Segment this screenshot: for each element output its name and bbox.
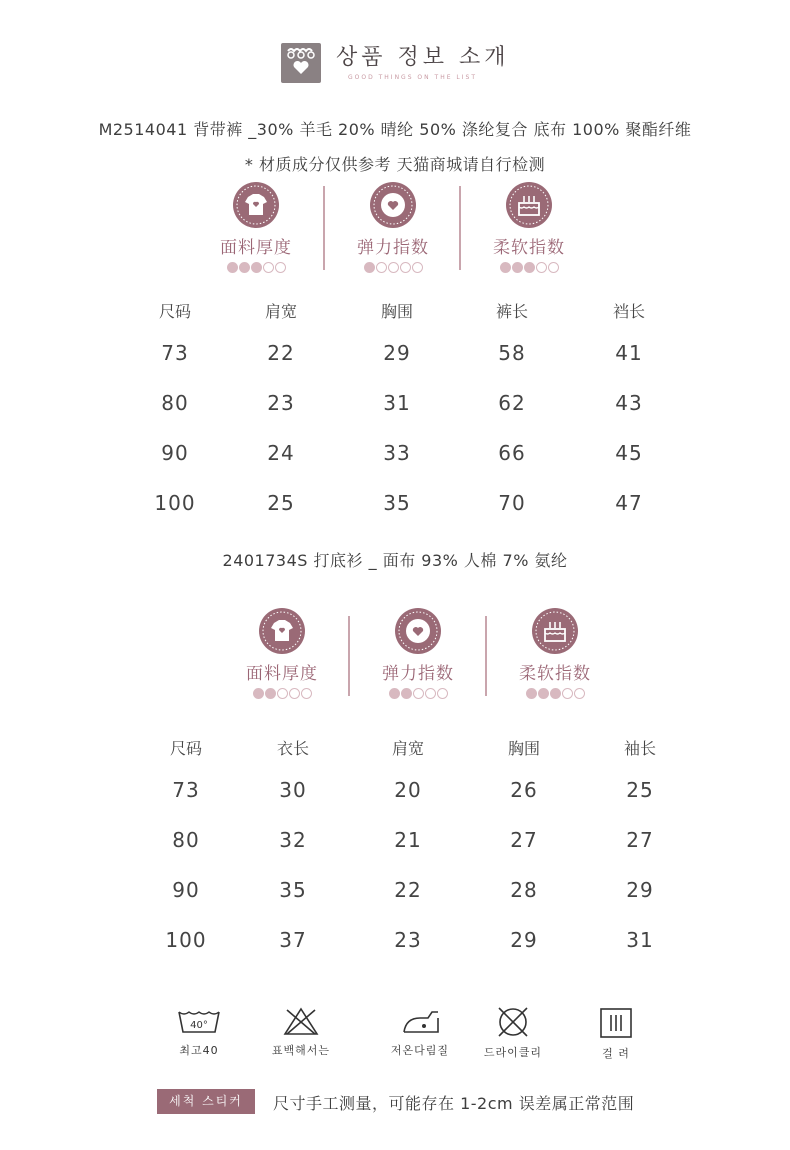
rating-label: 面料厚度 [220, 238, 292, 258]
table-header: 裤长 [495, 302, 528, 321]
rating-dot-filled [364, 262, 375, 273]
rating-label: 柔软指数 [493, 238, 565, 258]
divider [485, 616, 487, 696]
rating-dot-empty [263, 262, 274, 273]
rating-dot-filled [253, 688, 264, 699]
table-cell: 47 [615, 491, 643, 515]
rating-dots [222, 688, 342, 702]
table-header: 袖长 [623, 739, 656, 758]
rating-elasticity [333, 182, 453, 276]
table-cell: 22 [267, 341, 295, 365]
table-cell: 31 [626, 928, 654, 952]
tshirt-icon [233, 182, 279, 228]
table-cell: 20 [394, 778, 422, 802]
low-iron-icon [398, 1008, 442, 1036]
care-label: 최고40 [179, 1044, 219, 1057]
table-cell: 62 [498, 391, 526, 415]
table-cell: 29 [383, 341, 411, 365]
table-header: 胸围 [380, 302, 413, 321]
rating-dot-empty [301, 688, 312, 699]
table-cell: 43 [615, 391, 643, 415]
table-cell: 41 [615, 341, 643, 365]
rating-dot-filled [524, 262, 535, 273]
table-header: 肩宽 [391, 739, 424, 758]
page-title: 상품 정보 소개 [336, 45, 510, 70]
table-cell: 100 [165, 928, 207, 952]
table-cell: 73 [172, 778, 200, 802]
hang-dry-icon [596, 1007, 636, 1039]
rating-label: 弹力指数 [382, 664, 454, 684]
table-cell: 30 [279, 778, 307, 802]
rating-dot-empty [425, 688, 436, 699]
table-cell: 33 [383, 441, 411, 465]
table-header: 裆长 [612, 302, 645, 321]
table-cell: 29 [510, 928, 538, 952]
tshirt-icon [259, 608, 305, 654]
rating-dot-filled [526, 688, 537, 699]
table-header: 尺码 [158, 302, 191, 321]
no-bleach-icon [281, 1006, 321, 1036]
care-no-dry-clean [473, 1006, 553, 1060]
table-cell: 100 [154, 491, 196, 515]
rating-dot-empty [574, 688, 585, 699]
heart-flower-icon [395, 608, 441, 654]
measurement-note: 尺寸手工测量，可能存在 1-2cm 误差属正常范围 [273, 1094, 635, 1113]
cake-icon [506, 182, 552, 228]
table-cell: 23 [267, 391, 295, 415]
rating-dot-empty [388, 262, 399, 273]
rating-dot-empty [289, 688, 300, 699]
rating-dot-filled [512, 262, 523, 273]
rating-thickness [196, 182, 316, 276]
wash-temp: 40° [190, 1020, 208, 1031]
rating-thickness [222, 608, 342, 702]
table-header: 衣长 [276, 739, 309, 758]
product2-ratings [0, 608, 790, 708]
table-header: 尺码 [169, 739, 202, 758]
table-cell: 24 [267, 441, 295, 465]
rating-dot-filled [389, 688, 400, 699]
page-subtitle: GOOD THINGS ON THE LIST [348, 74, 478, 81]
table-cell: 37 [279, 928, 307, 952]
rating-dot-filled [401, 688, 412, 699]
rating-dots [196, 262, 316, 276]
rating-dot-empty [277, 688, 288, 699]
table-header: 胸围 [507, 739, 540, 758]
no-dry-clean-icon [493, 1006, 533, 1038]
rating-dot-filled [227, 262, 238, 273]
rating-dot-empty [400, 262, 411, 273]
heart-flower-icon [370, 182, 416, 228]
table-cell: 26 [510, 778, 538, 802]
table-cell: 66 [498, 441, 526, 465]
rating-dots [358, 688, 478, 702]
table-cell: 80 [172, 828, 200, 852]
rating-softness [495, 608, 615, 702]
rating-dots [495, 688, 615, 702]
rating-dot-empty [412, 262, 423, 273]
divider [348, 616, 350, 696]
product1-ratings [0, 182, 790, 282]
divider [323, 186, 325, 270]
wash-40-icon [177, 1008, 221, 1036]
rating-dot-filled [500, 262, 511, 273]
rating-dot-filled [538, 688, 549, 699]
table-header: 肩宽 [264, 302, 297, 321]
rating-label: 弹力指数 [357, 238, 429, 258]
care-wash-40 [159, 1008, 239, 1058]
care-label: 저온다림질 [390, 1044, 450, 1057]
table-cell: 35 [383, 491, 411, 515]
table-cell: 25 [626, 778, 654, 802]
care-no-bleach [261, 1006, 341, 1058]
table-cell: 29 [626, 878, 654, 902]
table-cell: 23 [394, 928, 422, 952]
rating-softness [469, 182, 589, 276]
rating-label: 柔软指数 [519, 664, 591, 684]
table-cell: 22 [394, 878, 422, 902]
rating-dot-filled [265, 688, 276, 699]
table-cell: 80 [161, 391, 189, 415]
rating-dots [469, 262, 589, 276]
table-cell: 70 [498, 491, 526, 515]
rating-elasticity [358, 608, 478, 702]
rating-dot-empty [437, 688, 448, 699]
care-label: 표백해서는 [271, 1044, 331, 1057]
care-low-iron [380, 1008, 460, 1058]
table-cell: 21 [394, 828, 422, 852]
rating-dot-filled [550, 688, 561, 699]
rating-dot-empty [536, 262, 547, 273]
table-cell: 27 [626, 828, 654, 852]
table-cell: 90 [172, 878, 200, 902]
table-cell: 32 [279, 828, 307, 852]
care-sticker-badge: 세척 스티커 [157, 1089, 255, 1114]
table-cell: 27 [510, 828, 538, 852]
brand-logo-icon [281, 43, 321, 83]
table-cell: 31 [383, 391, 411, 415]
rating-label: 面料厚度 [246, 664, 318, 684]
table-cell: 35 [279, 878, 307, 902]
rating-dot-empty [275, 262, 286, 273]
care-label: 걸 려 [602, 1047, 630, 1060]
table-cell: 25 [267, 491, 295, 515]
rating-dot-empty [548, 262, 559, 273]
rating-dot-filled [239, 262, 250, 273]
table-cell: 90 [161, 441, 189, 465]
rating-dot-filled [251, 262, 262, 273]
product1-composition: M2514041 背带裤 _30% 羊毛 20% 晴纶 50% 涤纶复合 底布 100% 聚酯纤维 [98, 120, 692, 139]
rating-dot-empty [562, 688, 573, 699]
care-label: 드라이클리 [483, 1046, 543, 1059]
material-disclaimer: * 材质成分仅供参考 天猫商城请自行检测 [244, 155, 546, 174]
product2-composition: 2401734S 打底衫 _ 面布 93% 人棉 7% 氨纶 [222, 551, 568, 570]
divider [459, 186, 461, 270]
table-cell: 45 [615, 441, 643, 465]
table-cell: 73 [161, 341, 189, 365]
rating-dots [333, 262, 453, 276]
table-cell: 58 [498, 341, 526, 365]
rating-dot-empty [413, 688, 424, 699]
rating-dot-empty [376, 262, 387, 273]
cake-icon [532, 608, 578, 654]
care-hang-dry [576, 1007, 656, 1061]
table-cell: 28 [510, 878, 538, 902]
